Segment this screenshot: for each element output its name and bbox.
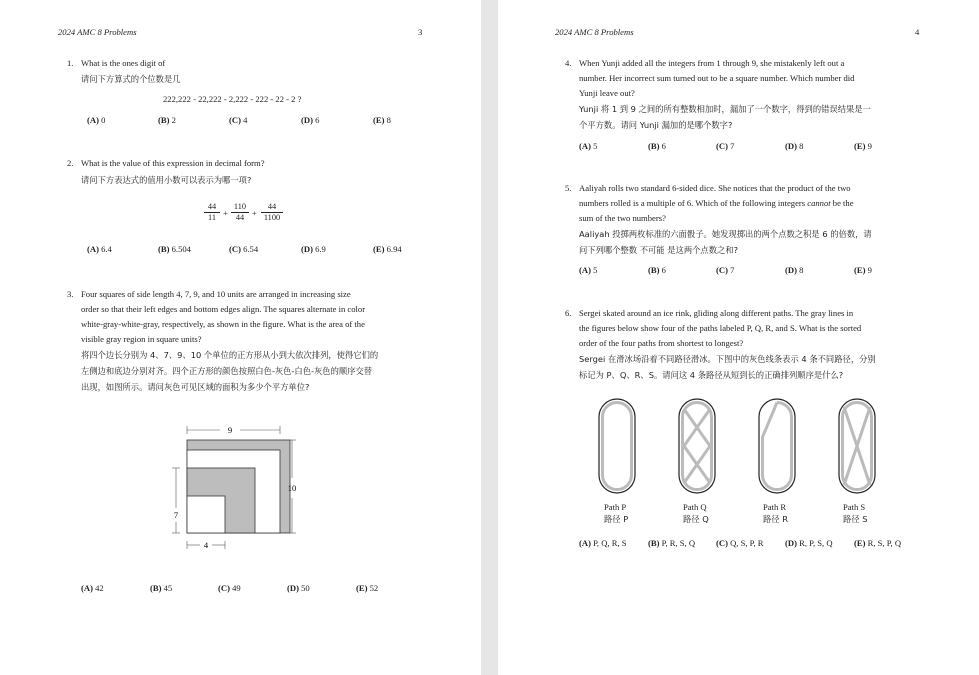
page-number: 3 bbox=[418, 27, 423, 37]
path-r-label-zh: 路径 R bbox=[763, 514, 788, 524]
path-r-figure bbox=[757, 397, 797, 495]
question-text-en: the figures below show four of the paths labeled P, Q, R, and S. What is the sorted bbox=[579, 323, 862, 333]
question-text-en: What is the ones digit of bbox=[81, 58, 166, 68]
path-q-figure bbox=[677, 397, 717, 495]
label-9: 9 bbox=[227, 425, 233, 435]
left-page bbox=[0, 0, 481, 675]
question-text-en: visible gray region in square units? bbox=[81, 334, 202, 344]
path-p-label: Path P bbox=[604, 502, 627, 512]
choice-d: (D) 6.9 bbox=[301, 244, 326, 254]
question-text-zh: 请问下方表达式的值用小数可以表示为哪一项? bbox=[81, 175, 252, 185]
choice-e: (E) 9 bbox=[854, 141, 872, 151]
path-q-label: Path Q bbox=[683, 502, 707, 512]
question-number: 3. bbox=[67, 289, 74, 299]
question-text-en: Aaliyah rolls two standard 6-sided dice. She notices that the product of the two bbox=[579, 183, 851, 193]
choice-c: (C) Q, S, P, R bbox=[716, 538, 764, 548]
path-r-label: Path R bbox=[763, 502, 787, 512]
choice-e: (E) 52 bbox=[356, 583, 379, 593]
fraction: $\frac{44}{1100}$ bbox=[261, 202, 283, 223]
choice-a: (A) 5 bbox=[579, 265, 598, 275]
choice-d: (D) 50 bbox=[287, 583, 310, 593]
expression: 222,222 - 22,222 - 2,222 - 222 - 22 - 2 ? bbox=[163, 94, 302, 104]
question-text-zh: 请问下方算式的个位数是几 bbox=[81, 74, 181, 84]
path-p-figure bbox=[597, 397, 637, 495]
choice-d: (D) 8 bbox=[785, 265, 804, 275]
choice-e: (E) 8 bbox=[373, 115, 391, 125]
question-text-zh: Yunji 将 1 到 9 之间的所有整数相加时，漏加了一个数字，得到的错误结果是一 bbox=[579, 104, 871, 114]
question-text-zh: Aaliyah 投掷两枚标准的六面骰子。她发现掷出的两个点数之积是 6 的倍数，请 bbox=[579, 229, 872, 239]
question-text-en: When Yunji added all the integers from 1 through 9, she mistakenly left out a bbox=[579, 58, 845, 68]
question-text-en: What is the value of this expression in decimal form? bbox=[81, 158, 265, 168]
label-7: 7 bbox=[173, 510, 179, 520]
question-number: 2. bbox=[67, 158, 74, 168]
fraction: $\frac{110}{44}$ bbox=[231, 202, 249, 223]
choice-b: (B) 6 bbox=[648, 141, 666, 151]
question-text-en: sum of the two numbers? bbox=[579, 213, 666, 223]
plus-sign: + bbox=[252, 208, 257, 218]
choice-e: (E) 9 bbox=[854, 265, 872, 275]
question-text-zh: 标记为 P、Q、R、S。请问这 4 条路径从短到长的正确排列顺序是什么? bbox=[579, 370, 844, 380]
question-text-zh: Sergei 在滑冰场沿着不同路径滑冰。下图中的灰色线条表示 4 条不同路径，分别 bbox=[579, 354, 876, 364]
label-10: 10 bbox=[287, 483, 297, 493]
choice-c: (C) 6.54 bbox=[229, 244, 259, 254]
label-4: 4 bbox=[203, 540, 209, 550]
choice-c: (C) 7 bbox=[716, 141, 735, 151]
choice-b: (B) 2 bbox=[158, 115, 176, 125]
question-text-en: white-gray-white-gray, respectively, as shown in the figure. What is the area of the bbox=[81, 319, 365, 329]
plus-sign: + bbox=[223, 208, 228, 218]
path-p-label-zh: 路径 P bbox=[604, 514, 629, 524]
page-number: 4 bbox=[915, 27, 920, 37]
choice-e: (E) 6.94 bbox=[373, 244, 402, 254]
question-text-en: number. Her incorrect sum turned out to be a square number. Which number did bbox=[579, 73, 855, 83]
right-page bbox=[498, 0, 979, 675]
choice-d: (D) 6 bbox=[301, 115, 320, 125]
choice-d: (D) 8 bbox=[785, 141, 804, 151]
question-text-zh: 出现，如图所示。请问灰色可见区域的面积为多少个平方单位? bbox=[81, 382, 310, 392]
question-number: 1. bbox=[67, 58, 74, 68]
header-title: 2024 AMC 8 Problems bbox=[555, 27, 634, 37]
question-text-zh: 左侧边和底边分别对齐。四个正方形的颜色按照白色-灰色-白色-灰色的顺序交替 bbox=[81, 366, 373, 376]
squares-figure bbox=[170, 420, 305, 555]
question-number: 6. bbox=[565, 308, 572, 318]
choice-c: (C) 4 bbox=[229, 115, 248, 125]
square-4-white bbox=[187, 496, 225, 533]
choice-e: (E) R, S, P, Q bbox=[854, 538, 902, 548]
question-text-en: Sergei skated around an ice rink, gliding along different paths. The gray lines in bbox=[579, 308, 854, 318]
path-q-label-zh: 路径 Q bbox=[683, 514, 709, 524]
choice-b: (B) P, R, S, Q bbox=[648, 538, 696, 548]
fraction: $\frac{44}{11}$ bbox=[204, 202, 220, 223]
choice-c: (C) 49 bbox=[218, 583, 241, 593]
path-s-figure bbox=[837, 397, 877, 495]
choice-a: (A) 6.4 bbox=[87, 244, 112, 254]
choice-a: (A) 5 bbox=[579, 141, 598, 151]
header-title: 2024 AMC 8 Problems bbox=[58, 27, 137, 37]
question-text-zh: 将四个边长分别为 4、7、9、10 个单位的正方形从小到大依次排列，使得它们的 bbox=[81, 350, 379, 360]
choice-d: (D) R, P, S, Q bbox=[785, 538, 833, 548]
question-text-en: order so that their left edges and bottom edges align. The squares alternate in color bbox=[81, 304, 366, 314]
question-text-en: Four squares of side length 4, 7, 9, and 10 units are arranged in increasing size bbox=[81, 289, 351, 299]
question-text-en: order of the four paths from shortest to longest? bbox=[579, 338, 744, 348]
choice-a: (A) P, Q, R, S bbox=[579, 538, 627, 548]
question-number: 5. bbox=[565, 183, 572, 193]
question-text-zh: 问下列哪个整数 不可能 是这两个点数之和? bbox=[579, 245, 739, 255]
choice-c: (C) 7 bbox=[716, 265, 735, 275]
choice-b: (B) 45 bbox=[150, 583, 173, 593]
question-text-en: Yunji leave out? bbox=[579, 88, 635, 98]
choice-b: (B) 6 bbox=[648, 265, 666, 275]
choice-b: (B) 6.504 bbox=[158, 244, 191, 254]
question-text-en: numbers rolled is a multiple of 6. Which of the following integers cannot be the bbox=[579, 198, 854, 208]
question-number: 4. bbox=[565, 58, 572, 68]
choice-a: (A) 42 bbox=[81, 583, 104, 593]
path-s-label-zh: 路径 S bbox=[843, 514, 868, 524]
choice-a: (A) 0 bbox=[87, 115, 106, 125]
path-s-label: Path S bbox=[843, 502, 866, 512]
question-text-zh: 个平方数。请问 Yunji 漏加的是哪个数字? bbox=[579, 120, 733, 130]
